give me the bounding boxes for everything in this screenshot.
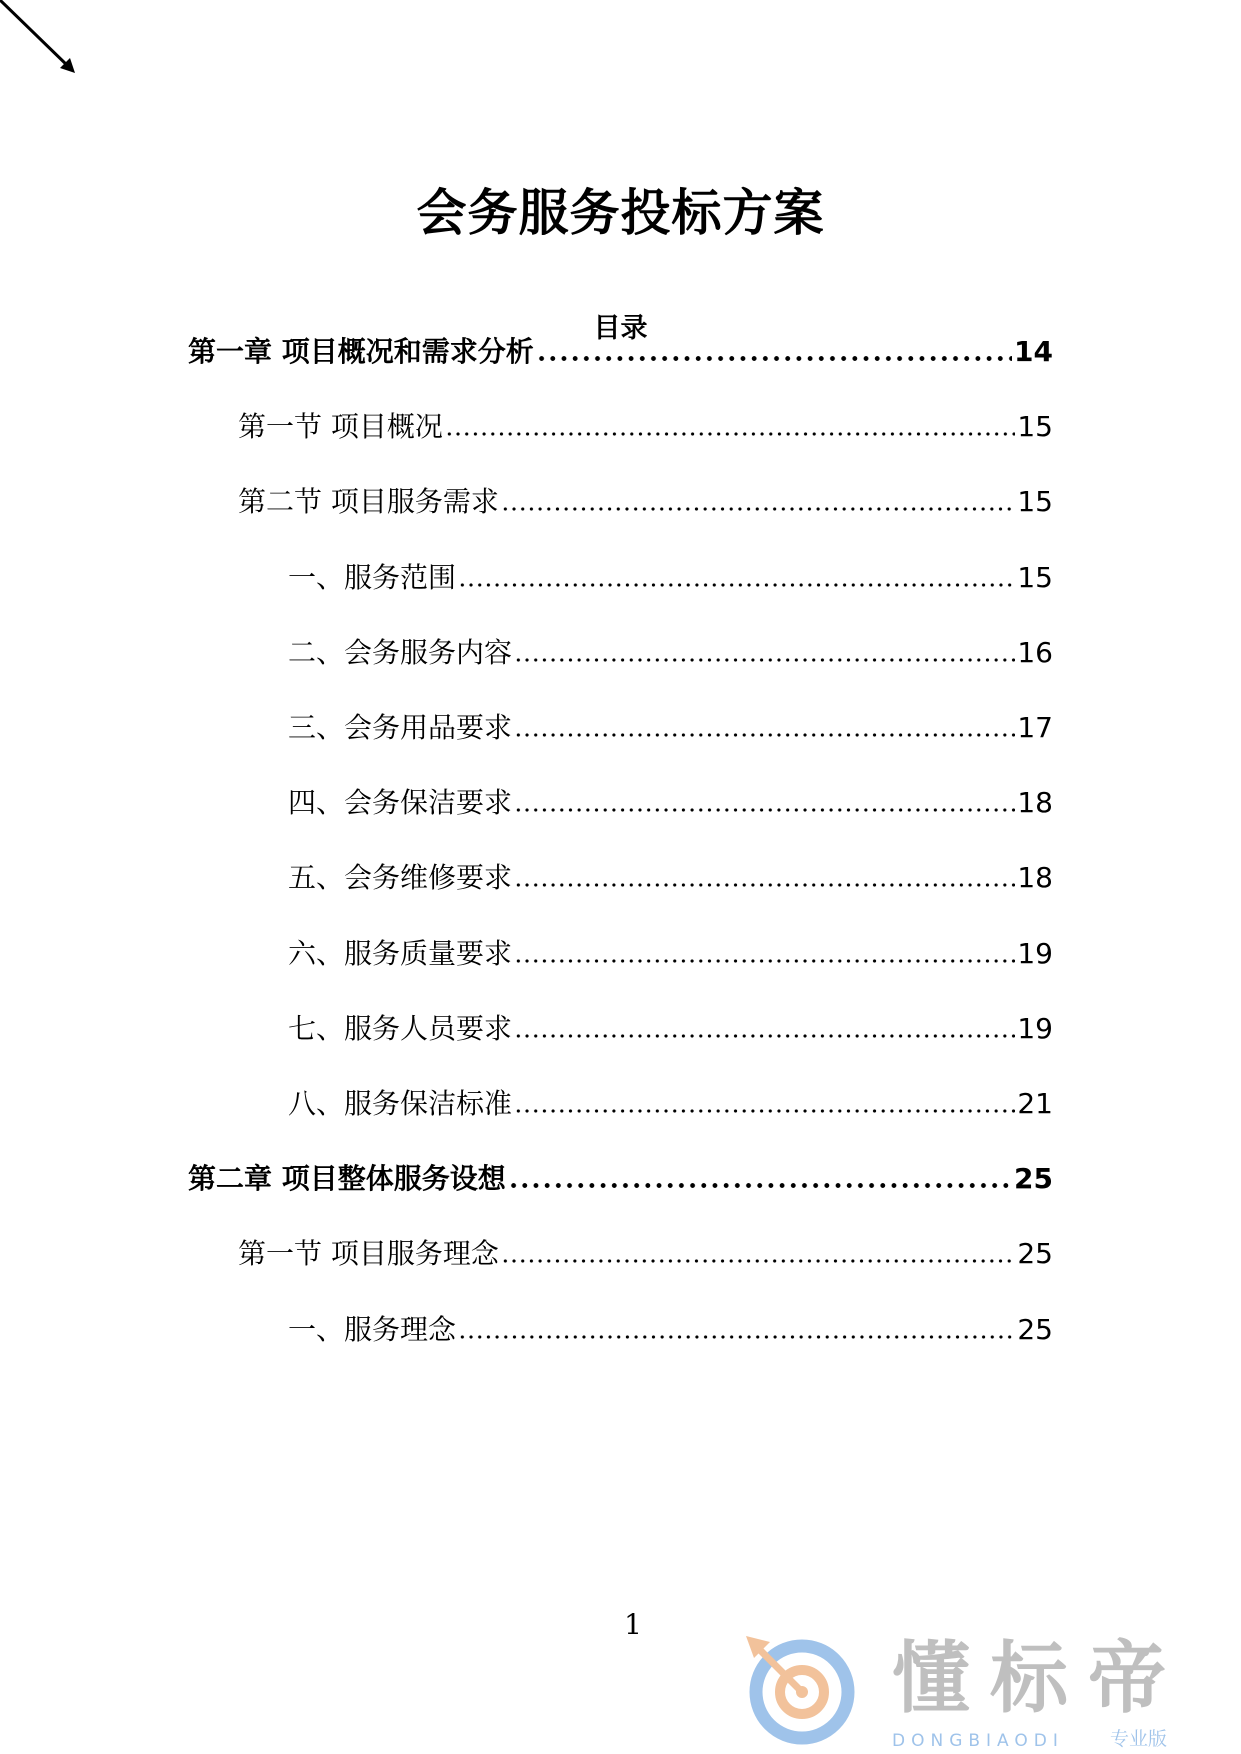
toc-entry[interactable] [238,1234,1053,1274]
toc-entry-page: 25 [1017,1313,1053,1346]
toc-heading: 目录 [593,313,648,344]
dot-leader [514,730,1015,738]
dot-leader [536,354,1012,362]
toc-entry-title: 第一节 项目概况 [238,410,443,443]
watermark [740,1626,1220,1754]
toc-entry-title: 七、服务人员要求 [288,1012,513,1045]
toc-entry-page: 15 [1017,410,1053,443]
toc-entry[interactable] [288,858,1053,898]
toc-entry[interactable] [238,407,1053,447]
dot-leader [514,1106,1015,1114]
dot-leader [508,1181,1012,1189]
dot-leader [514,956,1015,964]
toc-entry-page: 25 [1014,1162,1053,1195]
toc-entry[interactable] [288,1310,1053,1350]
toc-entry-page: 19 [1017,1012,1053,1045]
toc-entry[interactable] [288,708,1053,748]
toc-entry-title: 第二节 项目服务需求 [238,485,499,518]
watermark-name: 懂标帝 [892,1634,1187,1724]
toc-entry-page: 14 [1014,335,1053,368]
toc-entry-title: 六、服务质量要求 [288,937,513,970]
dot-leader [514,1031,1015,1039]
page-number: 1 [624,1608,642,1641]
toc-entry-title: 八、服务保洁标准 [288,1087,513,1120]
toc-entry-page: 17 [1017,711,1053,744]
toc-entry[interactable] [288,783,1053,823]
dot-leader [458,1332,1015,1340]
toc-entry-title: 三、会务用品要求 [288,711,513,744]
toc-entry-page: 16 [1017,636,1053,669]
dot-leader [514,880,1015,888]
dot-leader [445,429,1015,437]
toc-entry-page: 18 [1017,861,1053,894]
toc-entry-title: 一、服务范围 [288,561,457,594]
toc-entry-page: 15 [1017,485,1053,518]
toc-entry-page: 18 [1017,786,1053,819]
toc-entry[interactable] [288,1009,1053,1049]
target-dart-logo-icon [740,1626,868,1754]
dot-leader [514,655,1015,663]
toc-entry[interactable] [288,1084,1053,1124]
toc-entry-title: 四、会务保洁要求 [288,786,513,819]
toc-entry-title: 一、服务理念 [288,1313,457,1346]
toc-entry[interactable] [238,482,1053,522]
toc-entry-page: 15 [1017,561,1053,594]
toc-entry[interactable] [188,1159,1053,1199]
toc-entry-title: 第一章 项目概况和需求分析 [188,335,534,368]
toc-entry[interactable] [288,633,1053,673]
toc-entry[interactable] [288,558,1053,598]
toc-entry-title: 二、会务服务内容 [288,636,513,669]
dot-leader [501,504,1015,512]
toc-entry-title: 第二章 项目整体服务设想 [188,1162,506,1195]
watermark-latin: DONGBIAODI [892,1731,1064,1751]
toc-entry-title: 五、会务维修要求 [288,861,513,894]
watermark-edition: 专业版 [1110,1728,1168,1750]
document-title: 会务服务投标方案 [416,184,825,242]
dot-leader [501,1256,1015,1264]
toc-entry-page: 21 [1017,1087,1053,1120]
toc-entry[interactable] [188,332,1053,372]
toc-entry-title: 第一节 项目服务理念 [238,1237,499,1270]
toc-entry-page: 19 [1017,937,1053,970]
toc-entry[interactable] [288,934,1053,974]
dot-leader [458,580,1015,588]
dot-leader [514,805,1015,813]
toc-entry-page: 25 [1017,1237,1053,1270]
